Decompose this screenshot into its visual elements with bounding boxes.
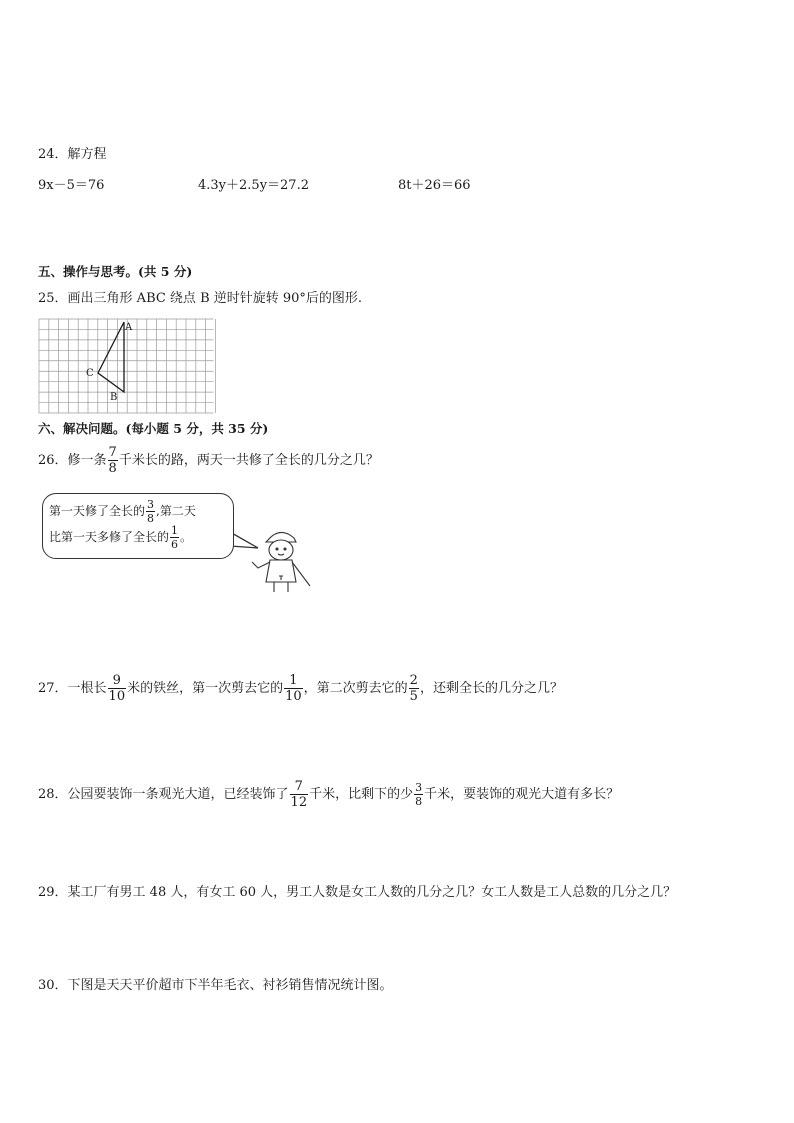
q28-fraction-2: $\frac{3}{8}$ [415,781,423,808]
label-c: C [86,368,94,379]
q26-text [38,442,379,480]
bubble-line-1: 第一天修了全长的 $\frac{3}{8}$ ,第二天 [49,498,196,525]
label-b: B [110,392,118,403]
q28-post: 千米，要装饰的观光大道有多长？ [424,787,620,802]
q24-title: 24．解方程 [38,147,107,162]
q27-text [38,670,563,708]
q28-text [38,776,619,814]
q27-pre: 27．一根长 [38,681,107,696]
equation-1: 9x－5＝76 [38,178,105,193]
worker-illustration [244,524,316,596]
q26-post: 千米长的路，两天一共修了全长的几分之几？ [118,453,379,468]
q27-mid-2: ，第二次剪去它的 [303,681,408,696]
rotation-grid-figure [38,318,218,414]
label-a: A [125,322,133,333]
q27-fraction-3: $\frac{2}{5}$ [409,673,418,704]
q28-pre: 28．公园要装饰一条观光大道，已经装饰了 [38,787,289,802]
q27-fraction-2: $\frac{1}{10}$ [285,673,302,704]
section-6-heading: 六、解决问题。(每小题 5 分，共 35 分) [38,421,269,436]
section-5-heading: 五、操作与思考。(共 5 分) [38,264,193,279]
equation-3: 8t＋26＝66 [398,178,471,193]
q26-pre: 26．修一条 [38,453,107,468]
q27-mid-1: 米的铁丝，第一次剪去它的 [127,681,284,696]
bubble-line-2: 比第一天多修了全长的 $\frac{1}{6}$ 。 [49,524,193,551]
q29-text: 29．某工厂有男工 48 人，有女工 60 人，男工人数是女工人数的几分之几？女工人数是工人总数的几分之几？ [38,885,677,900]
q27-post: ，还剩全长的几分之几？ [419,681,563,696]
q28-fraction-1: $\frac{7}{12}$ [290,779,308,810]
q28-mid: 千米，比剩下的少 [309,787,414,802]
q26-fraction: $\frac{7}{8}$ [108,445,117,476]
q25-text: 25．画出三角形 ABC 绕点 B 逆时针旋转 90°后的图形. [38,291,363,306]
q27-fraction-1: $\frac{9}{10}$ [108,673,126,704]
speech-bubble [42,493,234,559]
equation-2: 4.3y＋2.5y＝27.2 [198,178,309,193]
q30-text: 30．下图是天天平价超市下半年毛衣、衬衫销售情况统计图。 [38,978,393,993]
